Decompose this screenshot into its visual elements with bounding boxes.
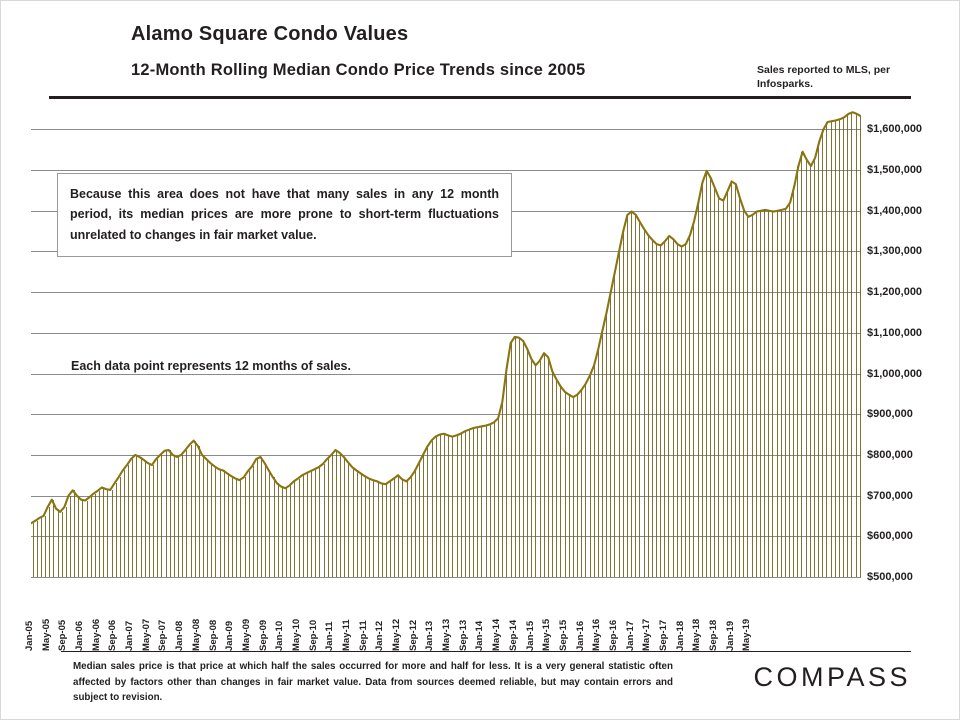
- bar-mark: [785, 209, 786, 577]
- page-title: Alamo Square Condo Values: [131, 23, 409, 45]
- bar-mark: [386, 484, 387, 577]
- page-subtitle: 12-Month Rolling Median Condo Price Trends since 2005: [131, 61, 586, 79]
- bar-mark: [166, 451, 167, 577]
- bar-mark: [286, 488, 287, 577]
- bar-mark: [839, 119, 840, 577]
- bar-mark: [174, 455, 175, 577]
- bar-mark: [614, 272, 615, 577]
- bar-mark: [265, 463, 266, 577]
- x-axis-tick-label: Jan-08: [174, 620, 186, 651]
- bar-mark: [33, 523, 34, 577]
- bar-mark: [332, 455, 333, 577]
- y-axis-tick-label: $1,500,000: [867, 164, 923, 177]
- bar-mark: [136, 455, 137, 577]
- bar-mark: [481, 426, 482, 577]
- bar-mark: [760, 211, 761, 577]
- x-axis-tick-label: Sep-05: [57, 619, 69, 651]
- bar-mark: [303, 475, 304, 577]
- bar-mark: [851, 112, 852, 577]
- bar-mark: [398, 475, 399, 577]
- bar-mark: [103, 487, 104, 577]
- bar-mark: [693, 221, 694, 577]
- x-axis-tick-label: Sep-17: [657, 619, 669, 651]
- bar-mark: [232, 476, 233, 577]
- bar-mark: [191, 445, 192, 577]
- x-axis-tick-label: Jan-18: [674, 620, 686, 651]
- bar-mark: [656, 244, 657, 577]
- bar-mark: [427, 447, 428, 577]
- bar-mark: [606, 312, 607, 577]
- bar-mark: [145, 460, 146, 577]
- x-axis-tick-label: Jan-11: [324, 621, 336, 651]
- bar-mark: [415, 471, 416, 577]
- bar-mark: [731, 181, 732, 577]
- bar-mark: [856, 114, 857, 577]
- bar-mark: [457, 435, 458, 577]
- bar-mark: [45, 516, 46, 577]
- bar-mark: [58, 509, 59, 577]
- bar-mark: [831, 121, 832, 577]
- bar-mark: [112, 490, 113, 577]
- bar-mark: [448, 435, 449, 577]
- bar-mark: [95, 494, 96, 577]
- data-point-note: Each data point represents 12 months of sales.: [71, 359, 351, 373]
- bar-mark: [806, 160, 807, 577]
- y-axis-tick-label: $500,000: [867, 571, 913, 583]
- bar-mark: [269, 470, 270, 577]
- footer-disclaimer: Median sales price is that price at which half the sales occurred for more and half for less. It is a very general statistic often affected by factors other than changes in fair market value. Data from sources deemed reliable, but may contain errors and subject to revision.: [73, 661, 673, 704]
- x-axis-tick-label: Jan-14: [474, 620, 486, 651]
- bar-mark: [631, 212, 632, 577]
- x-axis-tick-label: Sep-15: [557, 619, 569, 651]
- bar-mark: [735, 184, 736, 577]
- bar-mark: [527, 349, 528, 577]
- bar-mark: [37, 521, 38, 577]
- bar-mark: [53, 500, 54, 577]
- bar-mark: [78, 496, 79, 577]
- bar-mark: [714, 188, 715, 577]
- bar-mark: [423, 455, 424, 577]
- bar-mark: [357, 470, 358, 577]
- x-axis-tick-label: Jan-17: [624, 620, 636, 651]
- bar-mark: [465, 431, 466, 577]
- bar-mark: [382, 483, 383, 577]
- bar-mark: [99, 491, 100, 577]
- bar-mark: [764, 210, 765, 577]
- bar-mark: [685, 244, 686, 577]
- x-axis-tick-label: Jan-07: [124, 620, 136, 651]
- bar-mark: [677, 244, 678, 577]
- bar-mark: [835, 120, 836, 577]
- x-axis-tick-label: Sep-16: [607, 619, 619, 651]
- bar-mark: [814, 158, 815, 577]
- bar-mark: [365, 476, 366, 577]
- bar-mark: [673, 239, 674, 577]
- y-axis-tick-label: $1,100,000: [867, 326, 923, 339]
- bar-mark: [294, 481, 295, 577]
- x-axis-tick-label: Jan-05: [24, 620, 35, 651]
- bar-mark: [290, 485, 291, 577]
- bar-mark: [743, 211, 744, 577]
- bar-mark: [777, 211, 778, 577]
- x-axis-tick-label: May-13: [441, 618, 453, 651]
- bar-mark: [789, 203, 790, 577]
- bar-mark: [610, 292, 611, 577]
- bar-mark: [473, 428, 474, 577]
- bar-mark: [402, 479, 403, 577]
- bar-mark: [664, 241, 665, 577]
- bar-mark: [315, 469, 316, 577]
- bar-mark: [432, 441, 433, 577]
- bar-mark: [793, 186, 794, 577]
- bar-mark: [652, 240, 653, 577]
- bar-mark: [186, 450, 187, 577]
- bar-mark: [598, 349, 599, 577]
- x-axis-tick-label: Sep-07: [157, 619, 169, 651]
- bar-mark: [477, 427, 478, 577]
- bar-mark: [66, 507, 67, 577]
- x-axis-tick-label: May-09: [240, 618, 252, 651]
- x-axis-tick-label: Jan-12: [374, 620, 386, 651]
- bar-mark: [681, 247, 682, 577]
- bar-mark: [220, 469, 221, 577]
- bar-mark: [502, 402, 503, 577]
- bar-mark: [535, 365, 536, 577]
- bar-mark: [756, 212, 757, 577]
- x-axis-tick-label: May-15: [541, 618, 553, 651]
- bar-mark: [378, 481, 379, 577]
- bar-mark: [569, 395, 570, 577]
- x-axis-tick-label: May-14: [491, 618, 503, 651]
- x-axis-tick-label: Jan-16: [574, 620, 586, 651]
- x-axis-tick-label: Sep-14: [507, 619, 519, 651]
- bar-mark: [565, 392, 566, 577]
- bar-mark: [577, 395, 578, 577]
- y-axis-tick-label: $900,000: [867, 408, 913, 421]
- y-axis-tick-label: $1,000,000: [867, 367, 923, 380]
- bar-mark: [203, 455, 204, 577]
- bar-mark: [353, 467, 354, 577]
- bar-mark: [282, 487, 283, 577]
- bar-mark: [590, 376, 591, 577]
- bar-mark: [710, 178, 711, 577]
- bar-mark: [369, 479, 370, 577]
- bar-mark: [319, 467, 320, 577]
- y-axis-tick-label: $700,000: [867, 489, 913, 502]
- bar-mark: [82, 500, 83, 577]
- bar-mark: [519, 338, 520, 577]
- bar-mark: [311, 471, 312, 577]
- x-axis-tick-label: May-05: [40, 618, 52, 651]
- y-axis-tick-label: $800,000: [867, 448, 913, 461]
- bar-mark: [141, 457, 142, 577]
- x-axis-tick-label: Sep-06: [107, 619, 119, 651]
- bar-mark: [419, 463, 420, 577]
- header-divider: [49, 96, 911, 99]
- bar-mark: [548, 357, 549, 577]
- bar-mark: [91, 497, 92, 577]
- bar-mark: [394, 479, 395, 577]
- bar-mark: [847, 114, 848, 577]
- bar-mark: [818, 142, 819, 577]
- bar-mark: [826, 122, 827, 577]
- x-axis-tick-label: May-19: [741, 618, 753, 651]
- bar-mark: [228, 473, 229, 577]
- bar-mark: [706, 171, 707, 577]
- bar-mark: [702, 182, 703, 577]
- bar-mark: [340, 453, 341, 577]
- x-axis-tick-label: May-10: [290, 618, 302, 651]
- bar-mark: [157, 459, 158, 577]
- bar-mark: [461, 434, 462, 577]
- bar-mark: [124, 470, 125, 577]
- x-axis-tick-label: Sep-18: [708, 619, 720, 651]
- bar-mark: [195, 441, 196, 577]
- bar-mark: [261, 457, 262, 577]
- bar-mark: [768, 211, 769, 577]
- bar-mark: [718, 199, 719, 577]
- bar-mark: [328, 459, 329, 577]
- bar-mark: [635, 215, 636, 577]
- bar-mark: [781, 210, 782, 577]
- y-axis-labels: [867, 109, 959, 583]
- bar-mark: [257, 459, 258, 577]
- bar-mark: [348, 462, 349, 577]
- x-axis-tick-label: Jan-19: [724, 620, 736, 651]
- bar-mark: [249, 471, 250, 577]
- bar-mark: [523, 341, 524, 577]
- y-axis-tick-label: $1,300,000: [867, 245, 923, 258]
- x-axis-tick-label: Sep-10: [307, 619, 319, 651]
- bar-mark: [132, 459, 133, 577]
- bar-mark: [723, 201, 724, 577]
- bar-mark: [199, 446, 200, 577]
- bar-mark: [486, 426, 487, 577]
- bar-mark: [41, 518, 42, 577]
- bar-mark: [373, 480, 374, 577]
- y-axis-tick-label: $1,600,000: [867, 123, 923, 136]
- bar-mark: [506, 369, 507, 577]
- x-axis-tick-label: Sep-11: [357, 620, 369, 651]
- bar-mark: [490, 424, 491, 577]
- bar-mark: [278, 483, 279, 577]
- bar-mark: [444, 434, 445, 577]
- bar-mark: [411, 477, 412, 577]
- bar-mark: [602, 331, 603, 577]
- bar-mark: [581, 390, 582, 577]
- bar-mark: [170, 450, 171, 577]
- bar-mark: [361, 473, 362, 577]
- bar-mark: [62, 512, 63, 577]
- x-axis-tick-label: May-16: [591, 618, 603, 651]
- bar-mark: [752, 215, 753, 577]
- x-axis-tick-label: Jan-09: [224, 620, 236, 651]
- bar-mark: [307, 473, 308, 577]
- bar-mark: [843, 117, 844, 577]
- bar-mark: [49, 507, 50, 577]
- bar-mark: [619, 251, 620, 577]
- bar-mark: [822, 129, 823, 577]
- x-axis-tick-label: Sep-09: [257, 619, 269, 651]
- bar-mark: [552, 372, 553, 578]
- bar-mark: [253, 466, 254, 577]
- bar-mark: [74, 490, 75, 577]
- bar-mark: [274, 477, 275, 577]
- bar-mark: [860, 116, 861, 577]
- x-axis-tick-label: Sep-12: [407, 619, 419, 651]
- bar-mark: [689, 235, 690, 577]
- bar-mark: [511, 343, 512, 577]
- bar-mark: [585, 384, 586, 577]
- bar-mark: [810, 166, 811, 577]
- bar-mark: [116, 483, 117, 577]
- y-axis-tick-label: $600,000: [867, 530, 913, 543]
- x-axis-tick-label: May-11: [340, 619, 352, 651]
- bar-mark: [668, 236, 669, 577]
- bar-mark: [739, 199, 740, 577]
- bar-mark: [245, 477, 246, 577]
- x-axis-tick-label: May-08: [190, 618, 202, 651]
- x-axis-tick-label: Jan-06: [74, 620, 86, 651]
- bar-mark: [515, 337, 516, 577]
- bar-mark: [660, 245, 661, 577]
- bar-mark: [336, 450, 337, 577]
- bar-mark: [452, 437, 453, 577]
- bar-mark: [344, 457, 345, 577]
- bar-mark: [544, 353, 545, 577]
- bar-mark: [560, 387, 561, 577]
- bar-mark: [573, 397, 574, 577]
- x-axis-tick-label: May-18: [691, 618, 703, 651]
- bar-mark: [211, 463, 212, 577]
- bar-mark: [747, 217, 748, 577]
- bar-mark: [161, 455, 162, 577]
- x-axis-tick-label: May-17: [641, 618, 653, 651]
- x-axis-tick-label: May-12: [391, 618, 403, 651]
- bar-mark: [324, 464, 325, 577]
- bar-mark: [494, 422, 495, 577]
- bar-mark: [556, 380, 557, 577]
- bar-mark: [87, 501, 88, 578]
- bar-mark: [531, 359, 532, 577]
- x-axis-tick-label: Jan-13: [424, 620, 436, 651]
- bar-mark: [469, 430, 470, 577]
- footer-divider: [61, 651, 911, 652]
- bar-mark: [801, 152, 802, 577]
- x-axis-tick-label: May-07: [140, 618, 152, 651]
- y-axis-tick-label: $1,400,000: [867, 204, 923, 217]
- y-axis-tick-label: $1,200,000: [867, 286, 923, 299]
- bar-mark: [639, 222, 640, 577]
- compass-logo: COMPASS: [753, 662, 911, 692]
- bar-mark: [178, 457, 179, 577]
- bar-mark: [240, 480, 241, 577]
- bar-mark: [107, 489, 108, 577]
- callout-box: Because this area does not have that many sales in any 12 month period, its median prices are more prone to short-term fluctuations unrelated to changes in fair market value.: [57, 173, 512, 257]
- chart-bar: [858, 109, 862, 577]
- bar-mark: [236, 479, 237, 577]
- source-note: Sales reported to MLS, per Infosparks.: [757, 64, 891, 91]
- x-axis-tick-label: Sep-13: [457, 619, 469, 651]
- bar-mark: [207, 459, 208, 577]
- bar-mark: [224, 470, 225, 577]
- bar-mark: [797, 166, 798, 577]
- bar-mark: [623, 231, 624, 577]
- bar-mark: [215, 466, 216, 577]
- bar-mark: [648, 235, 649, 577]
- bar-mark: [128, 465, 129, 577]
- bar-mark: [627, 215, 628, 577]
- bar-mark: [440, 435, 441, 577]
- bar-mark: [70, 496, 71, 577]
- bar-mark: [149, 463, 150, 577]
- x-axis-labels: [24, 581, 861, 651]
- bar-mark: [594, 365, 595, 577]
- bar-mark: [727, 191, 728, 577]
- gridline: [31, 577, 861, 578]
- x-axis-tick-label: May-06: [90, 618, 102, 651]
- bar-mark: [153, 465, 154, 577]
- x-axis-tick-label: Jan-15: [524, 620, 536, 651]
- bar-mark: [407, 481, 408, 577]
- bar-mark: [299, 479, 300, 577]
- bar-mark: [182, 455, 183, 577]
- x-axis-tick-label: Sep-08: [207, 619, 219, 651]
- bar-mark: [436, 437, 437, 577]
- bar-mark: [120, 477, 121, 577]
- bar-mark: [772, 212, 773, 577]
- x-axis-tick-label: Jan-10: [274, 620, 286, 651]
- bar-mark: [498, 418, 499, 577]
- bar-mark: [390, 481, 391, 577]
- bar-mark: [540, 361, 541, 578]
- bar-mark: [698, 203, 699, 577]
- bar-mark: [644, 229, 645, 577]
